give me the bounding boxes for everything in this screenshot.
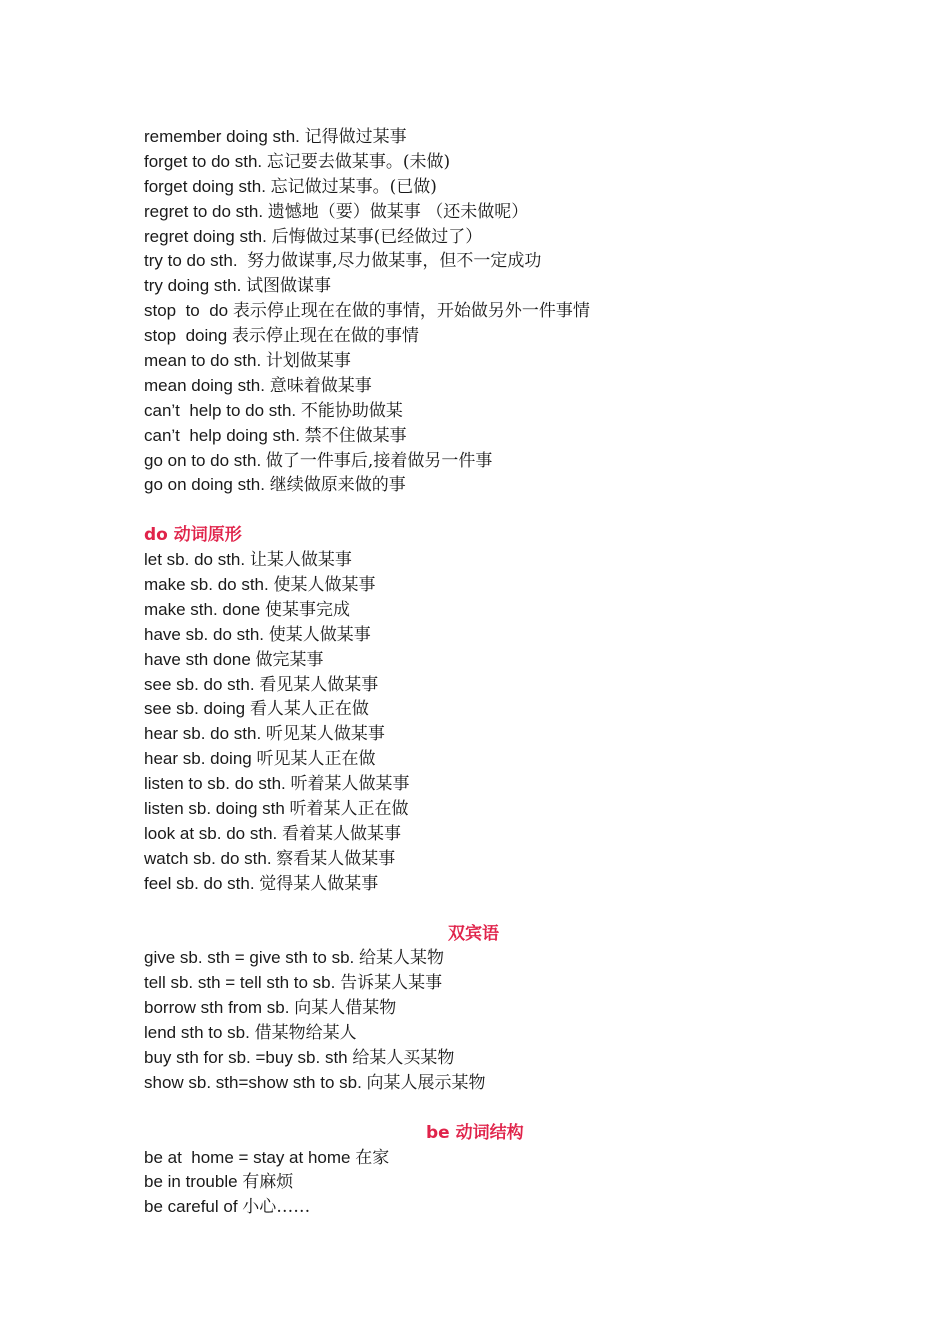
phrase-en: watch sb. do sth. (144, 848, 277, 868)
phrase-zh: 表示停止现在在做的事情 (231, 326, 419, 347)
phrase-zh: 让某人做某事 (249, 550, 352, 571)
section-heading: 双宾语 (448, 923, 499, 944)
phrase-en: see sb. doing (144, 699, 250, 719)
phrase-en: remember doing sth. (144, 127, 305, 146)
phrase-row (144, 349, 844, 374)
phrase-en: hear sb. do sth. (144, 724, 266, 744)
document-content (144, 125, 844, 1220)
phrase-row (144, 598, 844, 623)
phrase-zh: 记得做过某事 (304, 127, 407, 147)
section-gerund-infinitive (144, 125, 844, 498)
phrase-row (144, 200, 844, 225)
phrase-row (144, 1170, 844, 1195)
phrase-row (144, 847, 844, 872)
phrase-en: see sb. do sth. (144, 674, 260, 694)
section-be-structures (144, 1121, 844, 1221)
phrase-en: feel sb. do sth. (144, 873, 260, 893)
phrase-row (144, 374, 844, 399)
phrase-zh: 做完某事 (255, 649, 324, 670)
phrase-zh: 使某事完成 (264, 599, 350, 620)
phrase-en: be in trouble (144, 1172, 243, 1192)
phrase-en: show sb. sth=show sth to sb. (144, 1072, 367, 1092)
phrase-zh: 听着某人正在做 (289, 799, 409, 820)
phrase-row (144, 225, 844, 250)
phrase-en: be at home = stay at home (144, 1147, 356, 1167)
phrase-zh: 给某人买某物 (352, 1047, 455, 1068)
phrase-en: listen sb. doing sth (144, 799, 290, 819)
phrase-en: let sb. do sth. (144, 550, 250, 570)
phrase-zh: 看见某人做某事 (259, 674, 379, 695)
phrase-zh: 有麻烦 (242, 1172, 294, 1193)
phrase-en: mean to do sth. (144, 351, 266, 371)
phrase-en: can’t help doing sth. (144, 425, 305, 445)
phrase-en: regret doing sth. (144, 226, 272, 246)
section-double-object (144, 922, 844, 1096)
phrase-en: regret to do sth. (144, 201, 268, 221)
section-bare-infinitive (144, 523, 844, 896)
section-spacer (144, 897, 844, 922)
phrase-en: go on to do sth. (144, 450, 266, 470)
phrase-row (144, 125, 844, 150)
phrase-en: try to do sth. (144, 251, 247, 271)
phrase-en: buy sth for sb. =buy sb. sth (144, 1047, 353, 1067)
phrase-zh: 努力做谋事,尽力做某事，但不一定成功 (247, 251, 542, 272)
phrase-zh: 看人某人正在做 (249, 699, 369, 720)
phrase-zh: 使某人做某事 (268, 624, 371, 645)
phrase-row (144, 324, 844, 349)
phrase-zh: 计划做某事 (265, 351, 351, 372)
section-spacer (144, 1096, 844, 1121)
phrase-en: stop to do (144, 301, 233, 321)
phrase-zh: 意味着做某事 (269, 375, 372, 396)
phrase-en: can’t help to do sth. (144, 400, 301, 420)
phrase-row (144, 946, 844, 971)
phrase-row (144, 249, 844, 274)
phrase-en: hear sb. doing (144, 749, 257, 769)
section-heading: do 动词原形 (144, 525, 242, 546)
phrase-row (144, 1071, 844, 1096)
phrase-zh: 继续做原来做的事 (269, 475, 406, 496)
phrase-zh: 试图做谋事 (246, 276, 332, 297)
phrase-row (144, 150, 844, 175)
phrase-zh: 看着某人做某事 (281, 823, 401, 844)
phrase-zh: 后悔做过某事(已经做过了） (271, 226, 483, 247)
phrase-zh: 忘记做过某事。(已做) (270, 176, 437, 197)
phrase-en: forget doing sth. (144, 176, 271, 196)
phrase-en: have sth done (144, 649, 256, 669)
phrase-row (144, 1195, 844, 1220)
phrase-row (144, 274, 844, 299)
phrase-zh: 禁不住做某事 (304, 425, 407, 446)
phrase-row (144, 623, 844, 648)
phrase-en: have sb. do sth. (144, 624, 269, 644)
phrase-en: give sb. sth = give sth to sb. (144, 948, 359, 968)
phrase-zh: 察看某人做某事 (276, 848, 396, 869)
phrase-zh: 向某人借某物 (294, 998, 397, 1019)
phrase-row (144, 175, 844, 200)
phrase-zh: 借某物给某人 (254, 1023, 357, 1044)
phrase-zh: 给某人某物 (358, 948, 444, 969)
phrase-row (144, 548, 844, 573)
phrase-row (144, 673, 844, 698)
phrase-row (144, 473, 844, 498)
phrase-zh: 小心…… (242, 1197, 311, 1218)
phrase-zh: 在家 (355, 1147, 390, 1168)
phrase-zh: 觉得某人做某事 (259, 873, 379, 894)
phrase-row (144, 797, 844, 822)
section-spacer (144, 498, 844, 523)
phrase-en: go on doing sth. (144, 475, 270, 495)
phrase-en: mean doing sth. (144, 375, 270, 395)
phrase-en: stop doing (144, 326, 232, 346)
phrase-row (144, 1021, 844, 1046)
phrase-en: lend sth to sb. (144, 1023, 255, 1043)
phrase-en: try doing sth. (144, 276, 247, 296)
phrase-en: look at sb. do sth. (144, 823, 282, 843)
phrase-row (144, 772, 844, 797)
phrase-row (144, 399, 844, 424)
phrase-en: listen to sb. do sth. (144, 774, 291, 794)
phrase-zh: 不能协助做某 (300, 400, 403, 421)
phrase-row (144, 697, 844, 722)
phrase-row (144, 872, 844, 897)
phrase-en: be careful of (144, 1197, 243, 1217)
phrase-zh: 忘记要去做某事。(未做) (266, 151, 451, 172)
phrase-row (144, 996, 844, 1021)
phrase-zh: 表示停止现在在做的事情，开始做另外一件事情 (232, 301, 590, 322)
phrase-zh: 遗憾地（要）做某事 （还未做呢） (267, 201, 529, 222)
phrase-zh: 听见某人做某事 (265, 724, 385, 745)
phrase-row (144, 648, 844, 673)
phrase-row (144, 822, 844, 847)
phrase-zh: 使某人做某事 (273, 575, 376, 596)
phrase-en: forget to do sth. (144, 151, 267, 171)
phrase-row (144, 1146, 844, 1171)
phrase-zh: 告诉某人某事 (340, 973, 443, 994)
phrase-row (144, 424, 844, 449)
phrase-row (144, 1046, 844, 1071)
phrase-row (144, 971, 844, 996)
phrase-row (144, 449, 844, 474)
phrase-row (144, 747, 844, 772)
phrase-zh: 做了一件事后,接着做另一件事 (265, 450, 493, 471)
phrase-en: make sth. done (144, 599, 265, 619)
phrase-zh: 听见某人正在做 (256, 749, 376, 770)
phrase-row (144, 573, 844, 598)
phrase-en: borrow sth from sb. (144, 998, 295, 1018)
section-heading: be 动词结构 (426, 1122, 524, 1143)
phrase-zh: 听着某人做某事 (290, 774, 410, 795)
phrase-en: make sb. do sth. (144, 575, 274, 595)
phrase-row (144, 722, 844, 747)
phrase-zh: 向某人展示某物 (366, 1072, 486, 1093)
phrase-en: tell sb. sth = tell sth to sb. (144, 973, 341, 993)
phrase-row (144, 299, 844, 324)
